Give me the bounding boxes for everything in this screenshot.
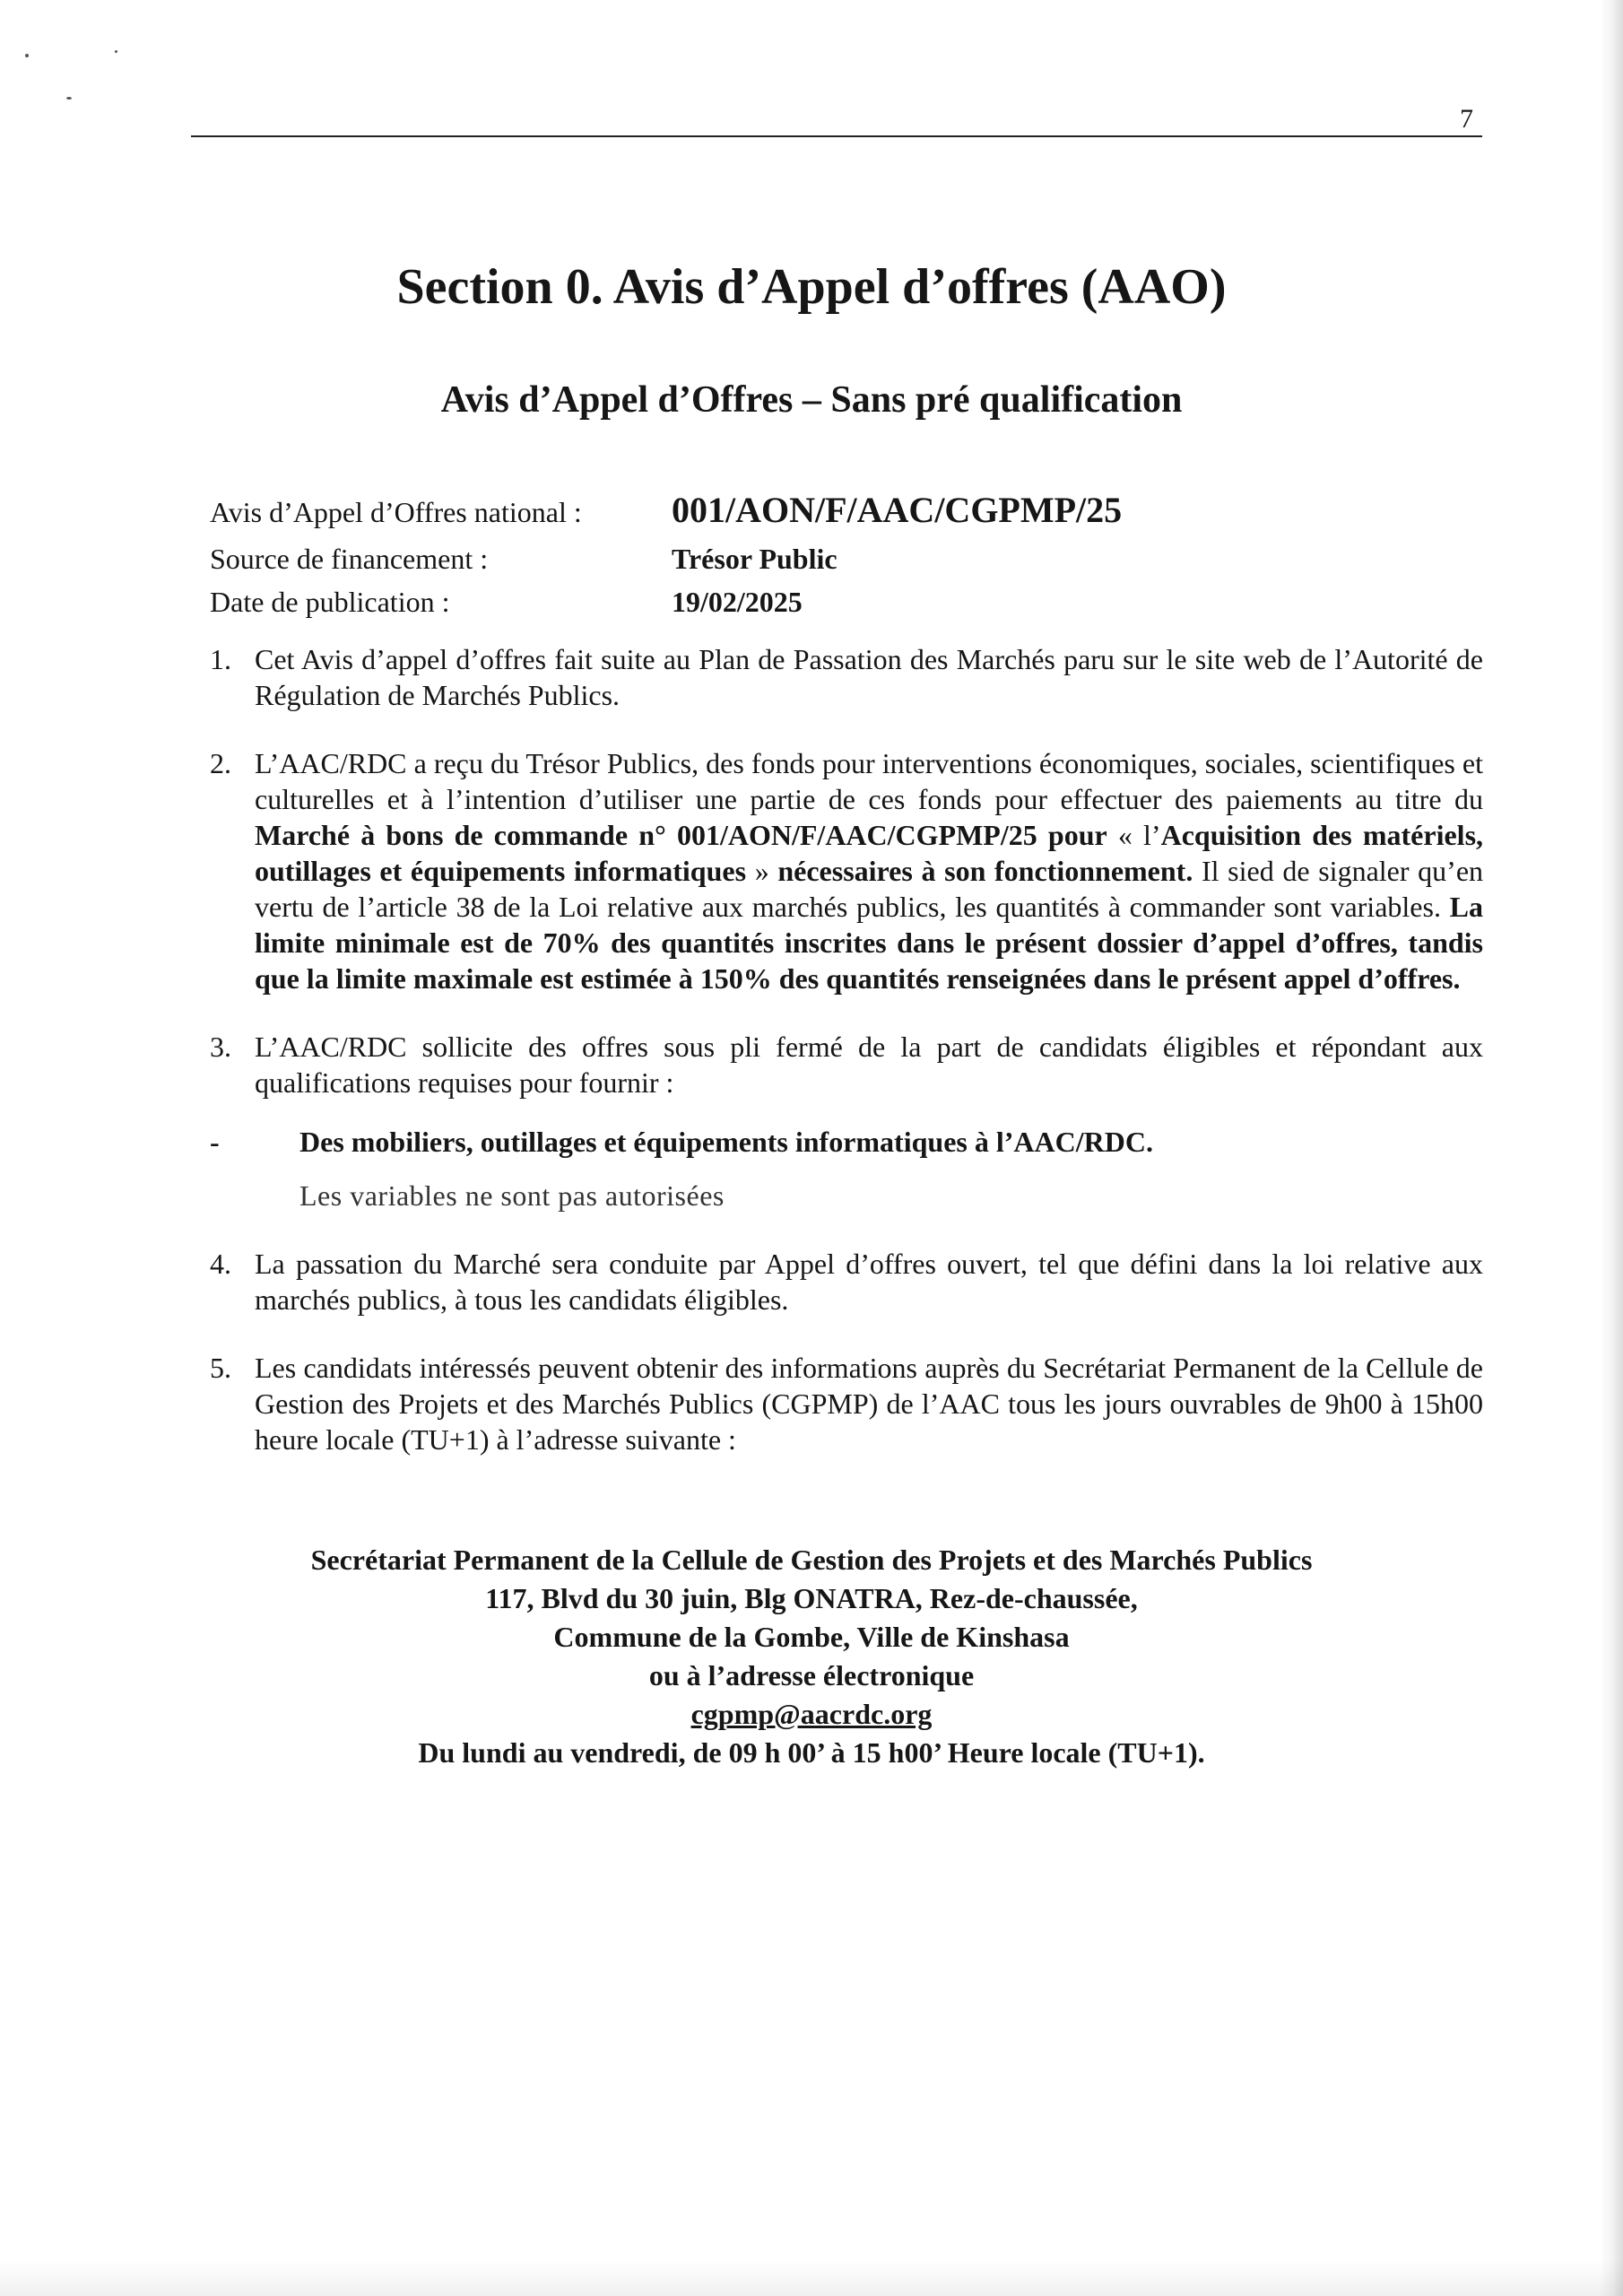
section-title: Section 0. Avis d’Appel d’offres (AAO)	[396, 259, 1227, 315]
bullet-dash: -	[210, 1126, 220, 1158]
address-line: 117, Blvd du 30 juin, Blg ONATRA, Rez-de-chaussée,	[485, 1582, 1138, 1614]
info-label: Date de publication :	[210, 586, 450, 618]
paragraph-1	[210, 641, 1483, 713]
info-row-funding-source	[210, 535, 1465, 578]
subtitle: Avis d’Appel d’Offres – Sans pré qualification	[440, 379, 1183, 421]
page-number: 7	[1460, 104, 1473, 134]
scan-edge-shadow-right	[1600, 0, 1623, 2296]
paragraph-number: 5.	[210, 1352, 231, 1384]
header-rule	[191, 135, 1482, 137]
paragraph-text: L’AAC/RDC sollicite des offres sous pli fermé de la part de candidats éligibles et répondant aux qualifications requises pour fournir :	[255, 1031, 1483, 1099]
info-value: Trésor Public	[672, 543, 838, 575]
scan-edge-shadow-bottom	[0, 2260, 1623, 2296]
quantity-limits: La limite minimale est de 70% des quantités inscrites dans le présent dossier d’appel d’offres, tandis que la limite maximale est estimée à 150% des quantités renseignées dans le présent appel d’offres.	[255, 891, 1483, 995]
info-label: Avis d’Appel d’Offres national :	[210, 496, 582, 528]
paragraph-text: La passation du Marché sera conduite par Appel d’offres ouvert, tel que défini dans la loi relative aux marchés publics, à tous les candidats éligibles.	[255, 1248, 1483, 1316]
contact-address-block	[0, 1541, 1623, 1772]
email-link[interactable]: cgpmp@aacrdc.org	[690, 1698, 933, 1730]
paragraph-text: « l’	[1107, 819, 1161, 851]
variants-note: Les variables ne sont pas autorisées	[299, 1179, 725, 1212]
address-line: Secrétariat Permanent de la Cellule de Gestion des Projets et des Marchés Publics	[310, 1544, 1313, 1576]
paragraph-text: »	[746, 855, 778, 887]
address-line: ou à l’adresse électronique	[648, 1659, 975, 1692]
purpose-text: nécessaires à son fonctionnement.	[777, 855, 1193, 887]
paragraph-3	[210, 1029, 1483, 1100]
office-hours: Du lundi au vendredi, de 09 h 00’ à 15 h00’ Heure locale (TU+1).	[418, 1736, 1205, 1769]
info-label: Source de financement :	[210, 543, 489, 575]
paragraph-5	[210, 1350, 1483, 1457]
paragraph-text: L’AAC/RDC a reçu du Trésor Publics, des fonds pour interventions économiques, sociales, scientifiques et culturelles et à l’intention d’utiliser une partie de ces fonds pour effectuer des paiements au titre du	[255, 747, 1483, 815]
supply-bullet	[210, 1124, 1483, 1160]
contract-reference: Marché à bons de commande n° 001/AON/F/AAC/CGPMP/25 pour	[255, 819, 1107, 851]
scan-speck	[115, 50, 117, 53]
paragraph-2	[210, 745, 1483, 996]
scan-speck	[25, 54, 29, 57]
paragraph-number: 4.	[210, 1248, 231, 1280]
scan-speck	[66, 97, 72, 100]
numbered-paragraphs	[210, 641, 1483, 1490]
paragraph-text: Les candidats intéressés peuvent obtenir des informations auprès du Secrétariat Permanent de la Cellule de Gestion des Projets et des Marchés Publics (CGPMP) de l’AAC tous les jours ouvrables de 9h00 à 15h00 heure locale (TU+1) à l’adresse suivante :	[255, 1352, 1483, 1456]
acquisition-object: Acquisition des matériels, outillages et équipements informatiques	[255, 819, 1484, 887]
paragraph-text: Cet Avis d’appel d’offres fait suite au Plan de Passation des Marchés paru sur le site web de l’Autorité de Régulation de Marchés Publics.	[255, 643, 1483, 711]
paragraph-number: 1.	[210, 643, 231, 675]
address-line: Commune de la Gombe, Ville de Kinshasa	[553, 1621, 1070, 1653]
paragraph-number: 2.	[210, 747, 231, 779]
tender-info-block	[210, 489, 1465, 622]
bullet-text: Des mobiliers, outillages et équipements informatiques à l’AAC/RDC.	[299, 1126, 1153, 1158]
paragraph-text: Il sied de signaler qu’en vertu de l’article 38 de la Loi relative aux marchés publics, les quantités à commander sont variables.	[255, 855, 1484, 923]
paragraph-4	[210, 1246, 1483, 1318]
info-value: 001/AON/F/AAC/CGPMP/25	[672, 490, 1123, 530]
paragraph-number: 3.	[210, 1031, 231, 1063]
info-row-publication-date	[210, 578, 1465, 622]
info-value: 19/02/2025	[672, 586, 803, 618]
info-row-tender-number	[210, 489, 1465, 535]
